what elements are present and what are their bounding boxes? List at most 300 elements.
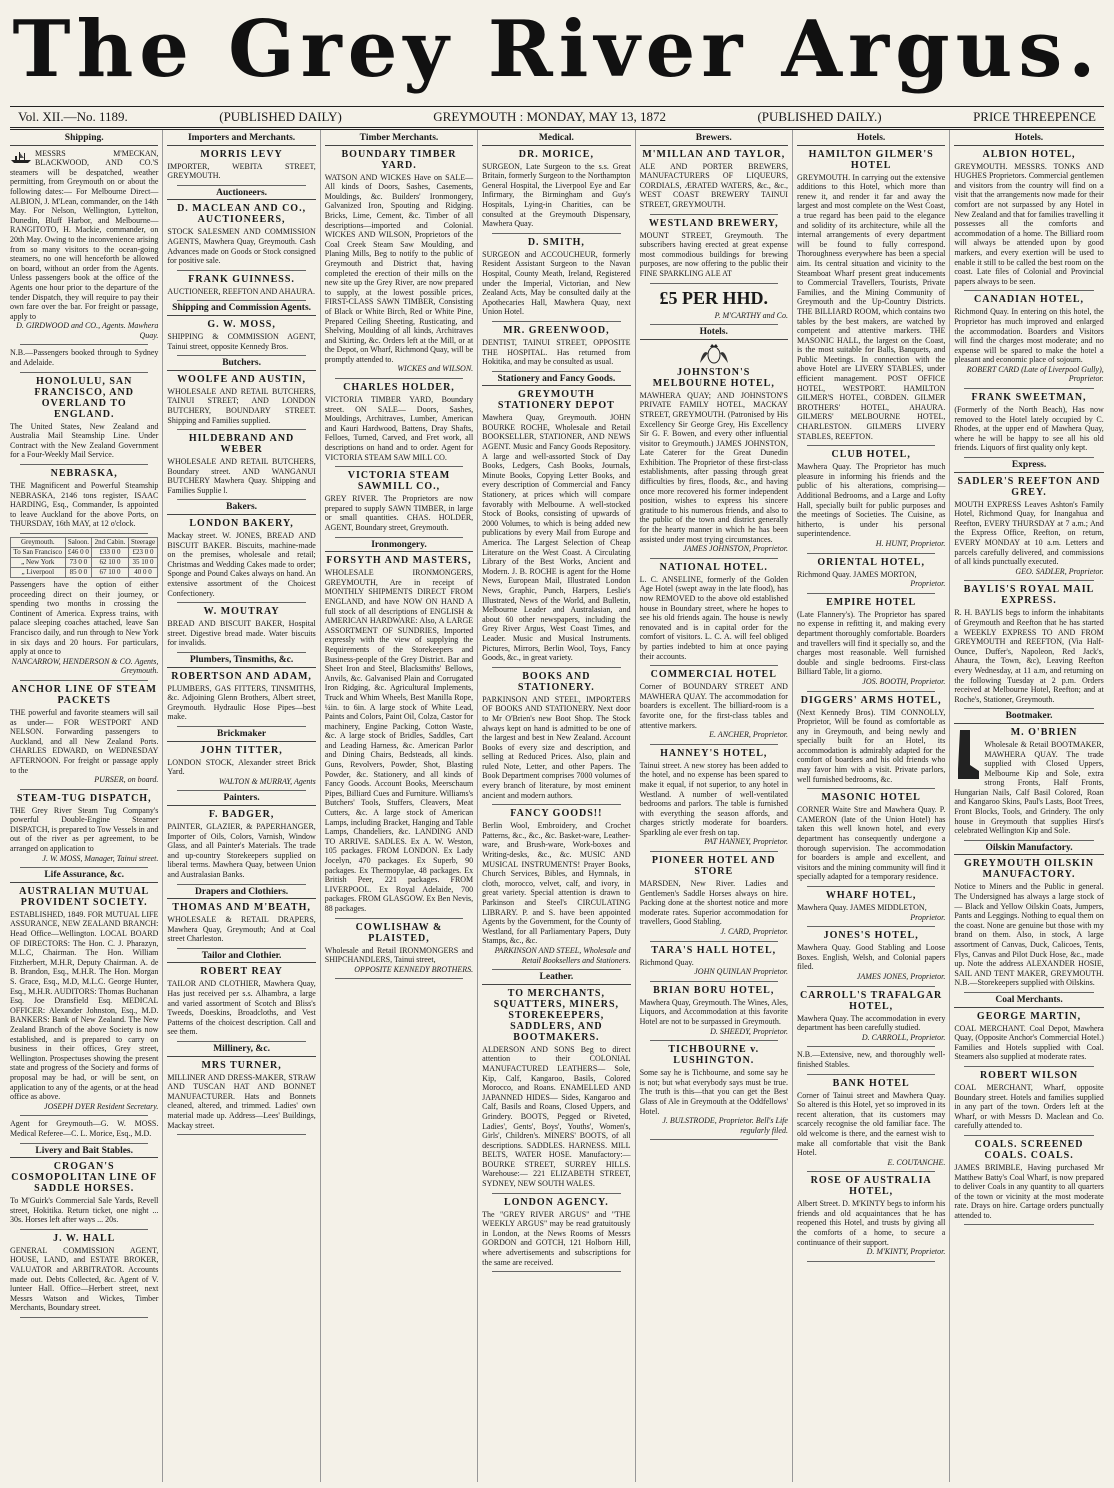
fares-table	[10, 537, 158, 578]
advertisement-body: PARKINSON AND STEEL, IMPORTERS OF BOOKS AND STATIONERY. Next door to Mr O'Brien's new Boot Shop. The Stock always kept on hand is admitted to be one of the largest and best in New Zealand. Account Books of every size and description, and selling at Reduced Prices. Also, plain and ruled Note, Letter, and other Papers. The Book Department comprises 7000 volumes of every branch of literature, by most eminent ancient and modern authors.	[482, 694, 631, 800]
section-heading: Plumbers, Tinsmiths, &c.	[167, 656, 315, 668]
advertisement	[640, 149, 788, 210]
advertisement-body: MARSDEN, New River. Ladies and Gentlemen's Saddle Horses always on hire. Packing done at the shortest notice and more moderate rates. Superior accommodation for travellers, Good Stabling.	[639, 879, 788, 927]
advertisement-body: Richmond Quay. JAMES MORTON,	[796, 569, 917, 579]
advertisement	[797, 792, 945, 882]
columns	[6, 130, 1108, 1482]
advertisement	[482, 808, 630, 965]
advertisement	[954, 1011, 1103, 1062]
advertisement	[167, 319, 315, 351]
divider	[177, 790, 305, 791]
advertisement-signature: D. SHEEDY, Proprietor.	[710, 1026, 788, 1036]
divider	[492, 667, 620, 668]
divider	[650, 1139, 778, 1140]
royal-crest-icon	[697, 343, 731, 365]
divider	[964, 290, 1093, 291]
advertisement	[10, 684, 158, 785]
advertisement-heading: DIGGERS' ARMS HOTEL,	[800, 694, 942, 706]
advertisement-body: MAWHERA QUAY; AND JOHNSTON'S PRIVATE FAMILY HOTEL, MACKAY STREET, GREYMOUTH. (Patronised by His Excellency Sir George Grey, His Excellency Sir G. F. Bowen, and every other influential visitor to Greymouth.) JAMES JOHNSTON, Late Caterer for the Great Dunedin Exhibition. The Proprietor of these first-class establishments, after passing through great difficulties by fires, floods, &c., and having once more recovered his former independent position, wishes to express his sincere gratitude to his numerous friends, and also to the public of the town and district generally for the hearty manner in which he has been assisted under most trying circumstances.	[639, 390, 788, 544]
advertisement-heading: FRANK GUINNESS.	[188, 273, 295, 285]
advertisement-heading: THOMAS AND M'BEATH,	[172, 902, 311, 914]
advertisement	[797, 1175, 945, 1257]
advertisement-body: THE powerful and favorite steamers will sail as under— FOR WESTPORT AND NELSON. Forwarding passengers to Auckland, and all New Zealand Ports. CHARLES EDWARD, on WEDNESDAY AFTERNOON. For freight or passage apply to the	[10, 707, 159, 775]
divider	[964, 992, 1093, 993]
advertisement	[167, 606, 315, 648]
advertisement-heading: MRS TURNER,	[201, 1059, 282, 1071]
advertisement-body: Tainui street. A new storey has been added to the hotel, and no expense has been spared to make it equal, if not superior, to any hotel in Westland. A number of well-ventilated bedrooms and parlors. The table is furnished with everything the season affords, and charges strictly moderate for boarders. Sparkling ale ever fresh on tap.	[639, 760, 788, 837]
advertisement-signature: JOS. BOOTH, Proprietor.	[862, 676, 946, 686]
advertisement-heading: FRANK SWEETMAN,	[971, 392, 1087, 404]
advertisement-heading: G. W. MOSS,	[207, 318, 276, 330]
section-heading: Coal Merchants.	[954, 996, 1103, 1008]
divider	[650, 981, 778, 982]
advertisement-body: Corner of BOUNDARY STREET AND MAWHERA QUAY. The accommodation for boarders is excellent. The billiard-room is a favorite one, for the first-class tables and attentive markers.	[639, 682, 788, 730]
advertisement-heading: CANADIAN HOTEL,	[974, 294, 1085, 306]
fares-cell: „ New York	[11, 558, 66, 568]
advertisement-heading: BOUNDARY TIMBER YARD.	[341, 148, 457, 171]
advertisement-signature: OPPOSITE KENNEDY BROTHERS.	[354, 964, 474, 974]
advertisement-heading: MORRIS LEVY	[200, 148, 283, 160]
advertisement-heading: WOOLFE AND AUSTIN,	[177, 373, 307, 385]
divider	[807, 593, 935, 594]
advertisement	[167, 745, 315, 787]
divider	[177, 1041, 305, 1042]
advertisement	[640, 311, 788, 321]
advertisement-heading: WHARF HOTEL,	[825, 890, 917, 901]
advertisement-body: ESTABLISHED, 1849. FOR MUTUAL LIFE ASSURANCE, NEW ZEALAND BRANCH: Head Office—Wellington. LOCAL BOARD OF DIRECTORS: The Hon. C. J. Pharazyn, M.L.C, Chairman. The Hon. William Fitzherbert, M.H.R, Deputy Chairman. A. de B. Brandon, Esq., M.H.R. The Hon. Morgan S. Grace, Esq., M.D, M.L.C. George Hunter, Esq., M.H.R. AUDITORS: Thomas Buchanan Esq. Joe Dransfield Esq. MEDICAL OFFICER: Alexander Johnston, Esq., M.D. BANKERS: Bank of New Zealand. The New Zealand Branch of the above Society is now established, and is prepared to carry on business in their offices, Grey street, Wellington. Prospectuses showing the present state and progress of the Society and forms of proposal may be had, or will be sent, on application to any of the agents, or at the head office as above.	[10, 909, 159, 1102]
section-heading: Drapers and Clothiers.	[167, 888, 315, 900]
advertisement-heading: D. MACLEAN AND CO., AUCTIONEERS,	[177, 203, 307, 226]
advertisement-signature: JAMES JOHNSTON, Proprietor.	[683, 544, 788, 554]
advertisement	[954, 727, 1103, 836]
advertisement-heading: TARA'S HALL HOTEL,	[651, 944, 777, 956]
advertisement-body: Mackay street. W. JONES, BREAD AND BISCUIT BAKER. Biscuits, machine-made on the premises, wholesale and retail; Christmas and Wedding Cakes made to order; Sponge and Pound Cakes always on hand. An extensive assortment of the Choicest Confectionery.	[167, 531, 316, 598]
advertisement-body: WHOLESALE & RETAIL DRAPERS, Mawhera Quay, Greymouth; And at Coal street Charleston.	[167, 915, 316, 944]
divider	[177, 948, 305, 949]
section-heading: Hotels.	[797, 134, 945, 146]
advertisement-body: PLUMBERS, GAS FITTERS, TINSMITHS, &c. Adjoining Glenn Brothers, Albert street, Greymouth. Hydraulic Hose Pipes—best make.	[167, 683, 316, 722]
advertisement-body: (Late Flannery's). The Proprietor has spared no expense in refitting it, and making every department thoroughly comfortable. Boarders and travellers will find it specially so, and the charges most reasonable. Well furnished double and single bedrooms. First-class Billiard Table, lit a giorno.	[796, 609, 946, 677]
advertisement-body: Notice to Miners and the Public in general. The Undersigned has always a large stock of— Black and Yellow Oilskin Coats, Jumpers, Pants and Leggings. Nothing to equal them on the coast. None are genuine but those with my brand on them. Also, in stock, A large assortment of Canvas, Duck, Calicoes, Tents, Flys, Canvas and Pilot Duck Hose, &c., made up. Note the address ALEXANDER HOSIE, SAIL AND TENT MAKER, GREYMOUTH. N.B.—Storekeepers supplied with Oilskins.	[954, 882, 1104, 988]
advertisement-body: JAMES BRIMBLE, Having purchased Mr Matthew Batty's Coal Wharf, is now prepared to deliver Coals in any quantity to all quarters of the town or vicinity at the most moderate rate. Drays on hire. Cartage orders punctually attended to.	[954, 1162, 1104, 1220]
divider	[807, 986, 935, 987]
advertisement-heading: ANCHOR LINE OF STEAM PACKETS	[11, 683, 157, 706]
advertisement-body: GREYMOUTH. In carrying out the extensive additions to this Hotel, which more than renew it, and render it far and away the largest and most complete on the West Coast, a true regard has been paid to the elegance and solidity of its architecture, while all the internal arrangements of every department will be found to fully correspond. Thoroughness everywhere has been a special aim. Its central situation and vicinity to the Steamboat Wharf present great inducements to Commercial Travellers, Tourists, Private Families, and the Mining Community of Greymouth and the Up-Country Districts. THE BILLIARD ROOM, which contains two tables by the best makers, are watched by competent and attentive markers. THE MASONIC HALL, the largest on the Coast, is the most suitable for Balls, Banquets, and Public Meetings. In connection with the above Hotel are LIVERY STABLES, under efficient management. POST OFFICE HOTEL, WESTPORT. HAMILTON GILMER'S HOTEL, COBDEN. GILMER BROTHERS' HOTEL, AHAURA. GILMERS' MELBOURNE HOTEL, CHARLESTON. GILMERS LIVERY STABLES, REEFTON.	[796, 172, 946, 441]
divider	[20, 533, 148, 534]
advertisement-signature: E. ANCHER, Proprietor.	[709, 730, 788, 740]
advertisement	[167, 274, 315, 297]
newspaper-title: The Grey River Argus.	[12, 4, 1102, 95]
advertisement	[797, 449, 945, 548]
column-1	[6, 130, 163, 1482]
divider	[177, 884, 305, 885]
divider	[650, 941, 778, 942]
table-row	[11, 548, 158, 558]
section-heading: Brewers.	[640, 134, 788, 146]
advertisement-heading: COWLISHAW & PLAISTED,	[355, 921, 443, 944]
divider	[807, 886, 935, 887]
advertisement-heading: COALS. SCREENED COALS. COALS.	[974, 1138, 1084, 1161]
place-and-date: GREYMOUTH : MONDAY, MAY 13, 1872	[433, 109, 666, 124]
divider	[650, 324, 778, 325]
section-heading: Leather.	[482, 973, 630, 985]
advertisement-heading: CARROLL'S TRAFALGAR HOTEL,	[800, 989, 943, 1012]
divider	[20, 1317, 148, 1318]
divider	[335, 537, 463, 538]
divider	[20, 1115, 148, 1116]
advertisement	[640, 945, 788, 977]
advertisement-signature: H. HUNT, Proprietor.	[875, 538, 946, 548]
column-2	[163, 130, 320, 1482]
advertisement	[797, 890, 945, 922]
advertisement-signature: J. BULSTRODE, Proprietor. Bell's Life regularly filed.	[662, 1116, 788, 1135]
divider	[177, 270, 305, 271]
advertisement-body: (Formerly of the North Beach), Has now removed to the Hotel lately occupied by C. Rhodes, at the upper end of Mawhera Quay, where he will be happy to see all his old friends. Liquors of first quality only kept.	[954, 405, 1104, 453]
table-row	[11, 558, 158, 568]
section-heading: Life Assurance, &c.	[10, 871, 158, 883]
divider	[177, 602, 305, 603]
fares-header: Saloon.	[65, 538, 92, 548]
advertisement-signature: E. COUTANCHE.	[887, 1157, 946, 1167]
advertisement	[325, 382, 473, 462]
advertisement-body: STOCK SALESMEN AND COMMISSION AGENTS, Mawhera Quay, Greymouth. Cash Advances made on Goods or Stock consigned for positive sale.	[167, 227, 316, 266]
fares-cell: 40 0 0	[128, 568, 158, 578]
divider	[807, 553, 935, 554]
section-heading: Timber Merchants.	[325, 134, 473, 146]
advertisement-heading: ROSE OF AUSTRALIA HOTEL,	[810, 1175, 932, 1198]
fares-cell: 35 10 0	[128, 558, 158, 568]
advertisement	[954, 294, 1103, 384]
advertisement-signature: JOHN QUINLAN Proprietor.	[694, 967, 788, 977]
section-heading: Hotels.	[640, 328, 788, 340]
published-daily-right: (PUBLISHED DAILY.)	[757, 109, 882, 124]
advertisement-heading: ORIENTAL HOTEL,	[817, 556, 925, 568]
advertisement-heading: CLUB HOTEL,	[831, 449, 911, 461]
column-3	[321, 130, 478, 1482]
advertisement-heading: GREYMOUTH STATIONERY DEPOT	[497, 389, 615, 412]
divider	[964, 1135, 1093, 1136]
advertisement	[10, 886, 158, 1111]
fares-header: Steerage	[128, 538, 158, 548]
advertisement-body: Richmond Quay.	[639, 957, 694, 967]
advertisement-body: BREAD AND BISCUIT BAKER, Hospital street. Digestive bread made. Water biscuits for invalids.	[167, 619, 316, 648]
advertisement-heading: GEORGE MARTIN,	[976, 1010, 1082, 1022]
advertisement	[482, 1197, 630, 1268]
advertisement	[325, 149, 473, 374]
section-heading: Painters.	[167, 794, 315, 806]
advertisement-body: Corner of Tainui street and Mawhera Quay. So altered is this Hotel, yet so improved in its recent alteration, that its customers may scarcely recognise the old familiar face. The old welcome is there, and the earnest wish to make all comfortable that visit the Bank Hotel.	[796, 1090, 946, 1158]
advertisement	[167, 809, 315, 880]
divider	[807, 1074, 935, 1075]
advertisement-heading: M. O'BRIEN	[1010, 726, 1078, 738]
advertisement-heading: GREYMOUTH OILSKIN MANUFACTORY.	[964, 858, 1095, 881]
advertisement	[954, 392, 1103, 453]
advertisement-body: MESSRS M'MECKAN, BLACKWOOD, AND CO.'S steamers will be despatched, weather permitting, from Greymouth on or about the following dates:— For Melbourne Direct— ALBION, J. M'Lean, commander, on the 14th May. For Nelson, Wellington, Lyttelton, Dunedin, Bluff Harbor, and Melbourne— RANGITOTO, H. Mackie, commander, on 20th May. Owing to the inconvenience arising from so many visitors to the ocean-going steamers, no one will henceforth be allowed on board, without an order from the Agents. Unless passengers book at the office of the Agents one hour prior to the departure of the tender Dispatch, they will require to pay their own fare over the bar. For freight or passage, apply to	[10, 148, 159, 321]
advertisement-signature: JAMES JONES, Proprietor.	[856, 971, 946, 981]
advertisement-signature: Proprietor.	[910, 579, 946, 589]
advertisement-signature: D. M'KINTY, Proprietor.	[866, 1247, 946, 1257]
divider	[964, 580, 1093, 581]
divider	[20, 344, 148, 345]
advertisement-heading: HONOLULU, SAN FRANCISCO, AND OVERLAND TO ENGLAND.	[34, 375, 134, 420]
advertisement-heading: COMMERCIAL HOTEL	[650, 669, 777, 681]
divider	[964, 388, 1093, 389]
advertisement-body: SHIPPING & COMMISSION AGENT, Tainui street, opposite Kennedy Bros.	[167, 331, 316, 351]
divider	[492, 1193, 620, 1194]
advertisement	[167, 149, 315, 181]
advertisement-body: Mawhera Quay, Greymouth. The Wines, Ales, Liquors, and Accommodation at this favorite Hotel are not to be surpassed in Greymouth.	[639, 997, 788, 1026]
advertisement	[167, 966, 315, 1037]
advertisement	[482, 325, 630, 367]
advertisement-heading: CROGAN'S COSMOPOLITAN LINE OF SADDLE HORSES.	[11, 1161, 158, 1195]
section-heading: Shipping and Commission Agents.	[167, 304, 315, 316]
advertisement-heading: D. SMITH,	[527, 236, 585, 248]
advertisement-body: DENTIST, TAINUI STREET, OPPOSITE THE HOSPITAL. Has returned from Hokitika, and may be consulted as usual.	[482, 337, 631, 367]
advertisement	[482, 671, 630, 801]
advertisement	[10, 793, 158, 864]
advertisement-signature: PARKINSON AND STEEL, Wholesale and Retail Booksellers and Stationers.	[494, 945, 631, 965]
advertisement-body: MOUNT STREET, Greymouth. The subscribers having erected at great expense most commodious buildings for brewing purposes, are now offering to the public their FINE SPARKLING ALE AT	[639, 230, 788, 278]
advertisement	[954, 1139, 1103, 1221]
column-6	[793, 130, 950, 1482]
fares-header: Greymouth.	[11, 538, 66, 548]
section-heading: Auctioneers.	[167, 189, 315, 201]
advertisement-body: AUCTIONEER, REEFTON AND AHAURA.	[167, 286, 316, 296]
advertisement	[797, 990, 945, 1043]
advertisement	[325, 922, 473, 975]
advertisement-body: The United States, New Zealand and Australia Mail Steamship Line. Under Contract with the New Zealand Government for a Four-Weekly Mail Service.	[10, 421, 159, 460]
divider	[492, 321, 620, 322]
price-banner: £5 PER HHD.	[659, 287, 769, 308]
advertisement-body: WHOLESALE AND RETAIL BUTCHERS, TAINUI STREET; AND LONDON BUTCHERY, BOUNDARY STREET. Shipping and Families supplied.	[167, 386, 316, 425]
advertisement	[954, 149, 1103, 287]
advertisement-body: ALE AND PORTER BREWERS, MANUFACTURERS OF LIQUEURS, CORDIALS, ÆRATED WATERS, &c., &c., WEST COAST BREWERY TAINUI STREET, GREYMOUTH.	[639, 161, 788, 209]
section-heading: Oilskin Manufactory.	[954, 844, 1103, 856]
volume-number: Vol. XII.—No. 1189.	[18, 109, 128, 124]
advertisement-body: Wholesale & Retail BOOTMAKER, MAWHERA QUAY. The trade supplied with Closed Uppers, Melbourne Kip and Sole, extra strong Fronts, Half Fronts, Hungarian Nails, Calf Basil Colored, Roan and Kangaroo Skins, Paul's Lasts, Boot Trees, Front Blocks, Tools, and Grindery. The only house in Greymouth that supplies Hirst's celebrated Wellington Kip and Sole.	[954, 739, 1104, 836]
divider	[335, 378, 463, 379]
divider	[807, 1046, 935, 1047]
advertisement-body: GENERAL COMMISSION AGENT, HOUSE, LAND, and ESTATE BROKER, VALUATOR and ARBITRATOR. Accounts made out. Debts Collected, &c. Agent of V. lunteer Hall. Office—Herbert street, next Messrs Watson and Wickes, Timber Merchants, Boundary street.	[10, 1245, 159, 1313]
divider	[807, 926, 935, 927]
section-heading: Express.	[954, 461, 1103, 473]
divider	[964, 840, 1093, 841]
advertisement-body: COAL MERCHANT. Coal Depot, Mawhera Quay, (Opposite Anchor's Commercial Hotel.) Families and Hotels supplied with Coal. Steamers also supplied at moderate rates.	[954, 1023, 1104, 1062]
advertisement-heading: SADLER'S REEFTON AND GREY.	[957, 475, 1101, 498]
advertisement-heading: HANNEY'S HOTEL,	[660, 747, 768, 759]
advertisement-body: Some say he is Tichbourne, and some say he is not; but what everybody says must be true. The truth is this—that you can get the Best Glass of Ale in Greymouth at the Oddfellows' Hotel.	[639, 1068, 788, 1116]
advertisement-signature: NANCARROW, HENDERSON & CO. Agents, Greymouth.	[11, 656, 159, 676]
advertisement-signature: GEO. SADLER, Proprietor.	[1015, 566, 1104, 576]
section-heading: Brickmaker	[167, 730, 315, 742]
advertisement-signature: J. W. MOSS, Manager, Tainui street.	[42, 853, 159, 863]
advertisement-heading: MR. GREENWOOD,	[503, 324, 610, 336]
section-heading: Importers and Merchants.	[167, 134, 315, 146]
advertisement	[954, 476, 1103, 577]
advertisement	[167, 1060, 315, 1131]
advertisement-heading: HAMILTON GILMER'S HOTEL	[808, 148, 934, 171]
advertisement-body: GREY RIVER. The Proprietors are now prepared to supply SAWN TIMBER, in large or small quantities. CHAS. HOLDER, AGENT, Boundary street, Greymouth.	[324, 494, 474, 532]
advertisement	[167, 671, 315, 722]
advertisement	[797, 1078, 945, 1168]
divider	[964, 708, 1093, 709]
divider	[177, 726, 305, 727]
section-heading: Stationery and Fancy Goods.	[482, 375, 630, 387]
divider	[492, 804, 620, 805]
advertisement-heading: MASONIC HOTEL	[821, 792, 921, 804]
section-heading: Shipping.	[10, 134, 158, 146]
divider	[492, 371, 620, 372]
fares-cell: To San Francisco	[11, 548, 66, 558]
advertisement-body: PAINTER, GLAZIER, & PAPERHANGER, Importer of Oils, Colors, Varnish, Window Glass, and all Painter's Materials. The trade and up-country Storekeepers supplied on liberal terms. Mawhera Quay, between Union and Australasian Banks.	[167, 821, 316, 879]
advertisement-heading: BOOKS AND STATIONERY.	[517, 670, 595, 693]
advertisement-heading: JOHNSTON'S MELBOURNE HOTEL,	[652, 366, 775, 389]
advertisement-body: Richmond Quay. In entering on this hotel, the Proprietor has much improved and enlarged the accommodation. Boarders and Visitors will find the charges most moderate; and no expense will be spared to make the hotel a pleasant and economic place of sojourn.	[954, 307, 1104, 365]
advertisement-heading: BAYLIS'S ROYAL MAIL EXPRESS.	[963, 584, 1095, 607]
divider	[807, 1261, 935, 1262]
advertisement-body: Passengers have the option of either proceeding direct on their journey, or spending two months in crossing the Continent of America. Express trains, with palace sleeping coaches attached, leave San Francisco daily, and run through to New York in six days and 20 hours. For particulars, apply at once to	[10, 580, 159, 657]
advertisement-body: SURGEON, Late Surgeon to the s.s. Great Britain, formerly Surgeon to the Northampton General Hospital, the Liverpool Eye and Ear Infirmary, the Birmingham and Guy's Hospitals, Lying-in Charities, can be consulted at the Greymouth Dispensary, Mawhera Quay.	[482, 161, 631, 229]
boot-icon	[954, 729, 980, 781]
advertisement	[10, 468, 158, 529]
advertisement-body: Wholesale and Retail IRONMONGERS and SHIPCHANDLERS, Tainui street,	[324, 945, 474, 965]
advertisement-body: ALDERSON AND SONS Beg to direct attention to their COLONIAL MANUFACTURED LEATHERS— Sole, Kip, Calf, Kangaroo, Basils, Colored Morocco, and Roans. ENAMELLED AND JAPANNED HIDES— Sides, Kangaroo and Calf, Basils and Roans, Closed Uppers, and Grindery. BOOTS, Pegged or Riveted, Ladies', Gents', Boys', Youths', Women's, Girls', Children's. MINERS' BOOTS, of all descriptions. SADDLES. HARNESS. MILL BELTS, WATER HOSE. Manufactory:— BOURKE STREET, SURREY HILLS. Warehouse:— 221 ELIZABETH STREET, SYDNEY, NEW SOUTH WALES.	[482, 1044, 631, 1189]
advertisement-body: The "GREY RIVER ARGUS" and "THE WEEKLY ARGUS" may be read gratuitously in London, at the News Rooms of Messrs GORDON and GOTCH, 121 Holborn Hill, where advertisements and subscriptions for the same are received.	[482, 1209, 631, 1267]
divider	[177, 652, 305, 653]
advertisement-body: To M'Guirk's Commercial Sale Yards, Revell street, Hokitika. Return ticket, one night ... 30s. Horses left after ways ... 20s.	[10, 1196, 159, 1225]
advertisement-body: Agent for Greymouth—G. W. MOSS. Medical Referee—C. L. Morice, Esq., M.D.	[10, 1119, 159, 1138]
advertisement	[482, 389, 630, 662]
table-row	[11, 568, 158, 578]
advertisement-body: Albert Street. D. M'KINTY begs to inform his friends and old acquaintances that he has reopened this Hotel, and trusts by giving all the comforts of a home, to secure a continuance of their support.	[796, 1199, 946, 1247]
advertisement-signature: WALTON & MURRAY, Agents	[218, 776, 316, 786]
advertisement-heading: BANK HOTEL	[832, 1077, 910, 1089]
advertisement-body: COAL MERCHANT, Wharf, opposite Boundary street. Hotels and families supplied in any part of the town. Orders left at the Wharf, or with Messrs D. Maclean and Co. carefully attended to.	[954, 1082, 1104, 1131]
section-heading: Livery and Bait Stables.	[10, 1147, 158, 1159]
divider	[335, 918, 463, 919]
advertisement	[167, 902, 315, 944]
advertisement	[797, 695, 945, 785]
section-heading: Ironmongery.	[325, 541, 473, 553]
advertisement-body: THE Grey River Steam Tug Company's powerful Double-Engine Steamer DISPATCH, is prepared to Tow Vessels in and out of the river as per agreement, to be arranged on application to	[10, 805, 159, 854]
divider	[964, 1066, 1093, 1067]
section-heading: Butchers.	[167, 359, 315, 371]
divider	[650, 665, 778, 666]
advertisement	[482, 149, 630, 229]
fares-cell: £33 0 0	[92, 548, 128, 558]
divider	[964, 457, 1093, 458]
divider	[650, 744, 778, 745]
advertisement-heading: W. MOUTRAY	[203, 606, 280, 618]
advertisement-signature: JOSEPH DYER Resident Secretary.	[44, 1101, 159, 1111]
divider	[177, 1134, 305, 1135]
advertisement	[167, 374, 315, 425]
advertisement	[640, 855, 788, 937]
divider	[492, 233, 620, 234]
divider	[650, 558, 778, 559]
advertisement-signature: PAT HANNEY, Proprietor.	[704, 837, 788, 847]
fares-cell: £23 0 0	[128, 548, 158, 558]
advertisement-heading: ROBERT REAY	[200, 966, 283, 978]
advertisement-heading: FORSYTH AND MASTERS,	[326, 555, 472, 567]
advertisement-heading: LONDON AGENCY.	[503, 1196, 609, 1208]
advertisement-heading: NATIONAL HOTEL.	[659, 561, 768, 573]
advertisement	[10, 376, 158, 460]
advertisement-heading: TICHBOURNE v. LUSHINGTON.	[668, 1044, 760, 1067]
advertisement	[797, 1050, 945, 1069]
advertisement-heading: LONDON BAKERY,	[189, 518, 294, 530]
advertisement	[954, 858, 1103, 988]
fares-cell: 62 10 0	[92, 558, 128, 568]
divider	[650, 851, 778, 852]
advertisement-heading: CHARLES HOLDER,	[343, 382, 455, 394]
advertisement-heading: WESTLAND BREWERY,	[648, 217, 779, 229]
section-heading: Tailor and Clothier.	[167, 952, 315, 964]
section-heading: Hotels.	[954, 134, 1103, 146]
divider	[807, 691, 935, 692]
price: PRICE THREEPENCE	[973, 109, 1096, 124]
advertisement-heading: ALBION HOTEL,	[982, 148, 1076, 160]
advertisement	[640, 669, 788, 740]
column-7	[950, 130, 1107, 1482]
advertisement-heading: AUSTRALIAN MUTUAL PROVIDENT SOCIETY.	[19, 885, 150, 908]
section-heading: Medical.	[482, 134, 630, 146]
column-4	[478, 130, 635, 1482]
dateline	[10, 106, 1104, 130]
divider	[177, 185, 305, 186]
divider	[807, 1171, 935, 1172]
advertisement-body: Mawhera Quay. Good Stabling and Loose Boxes. English, Welsh, and Colonial papers filed.	[796, 943, 946, 972]
fares-header: 2nd Cabin.	[92, 538, 128, 548]
divider	[20, 867, 148, 868]
advertisement-body: Mawhera Quay, Greymouth. JOHN BOURKE ROCHE, Wholesale and Retail BOOKSELLER, STATIONER, AND NEWS AGENT. Music and Fancy Goods Repository. A large and well-assorted Stock of Day Books, Ledgers, Cash Books, Journals, Minute Books, Copying Letter Books, and every description of Commercial and Fancy Stationery, at prices which will compare favorably with Melbourne. A well-stocked Stock of Books, consisting of upwards of 2000 Volumes, to which is being added new publications by every Mail from Europe and America. The Largest Selection of Cheap Literature on the West Coast. A Circulating Library of the Best Works, Ancient and Modern. J. B. ROCHE is agent for the Home News, European Mail, Illustrated London News, Graphic, Punch, Harpers, Leslie's Illustrated, News of the World, and Bulletin, Melbourne Leader and Australasian, and about 60 other newspapers, including the Grey River Argus, West Coast Times, and Leader. Music and Musical Instruments. Pictures, Mirrors, Berlin Wool, Toys, Fancy Goods, &c., in great variety.	[482, 413, 631, 663]
advertisement-body: GREYMOUTH. MESSRS. TONKS AND HUGHES Proprietors. Commercial gentlemen and visitors from the country will find on a visit that the arrangements now made for their comfort are not surpassed by any Hotel in New Zealand and that for families travelling it possesses all the comforts and accommodation of a home. The Billiard room will always be attended upon by good markers, and every exertion will be used to enable it still to be called the best room on the coast. Late files of Colonial and Provincial papers always to be seen.	[954, 161, 1104, 286]
divider	[492, 1271, 620, 1272]
advertisement-heading: PIONEER HOTEL AND STORE	[651, 855, 776, 878]
divider	[807, 445, 935, 446]
advertisement-heading: VICTORIA STEAM SAWMILL CO.,	[347, 470, 451, 493]
advertisement-signature: PURSER, on board.	[94, 775, 159, 785]
advertisement-signature: D. CARROLL, Proprietor.	[861, 1032, 946, 1042]
advertisement	[167, 433, 315, 495]
section-heading: Bootmaker.	[954, 712, 1103, 724]
advertisement-body: R. H. BAYLIS begs to inform the inhabitants of Greymouth and Reefton that he has started a WEEKLY EXPRESS TO AND FROM GREYMOUTH and REEFTON, (Via Half-Ounce, Duffer's, Napoleon, Red Jack's, Ahaura, the Town, &c), Leaving Reefton every Wednesday, at 11 a.m, and returning on the following Tuesday at 2 p.m. Orders received at Melbourne Hotel, Reefton; and at Roche's, Stationer, Greymouth.	[954, 608, 1104, 704]
advertisement-signature: P. M'CARTHY and Co.	[714, 310, 788, 320]
advertisement-heading: JOHN TITTER,	[200, 744, 283, 756]
advertisement-body: MILLINER AND DRESS-MAKER, STRAW AND TUSCAN HAT AND BONNET MANUFACTURER. Hats and Bonnets cleaned, altered, and trimmed. Ladies' own material made up. Address—Lees' Buildings, Mackay street.	[167, 1072, 316, 1130]
advertisement-body: Mawhera Quay. The Proprietor has much pleasure in informing his friends and the public of his alterations, comprising—Additional Bedrooms, and a Large and Lofty Hall, specially built for public purposes and the meetings of Societies. The Cuisine, as hitherto, is under his personal superintendence.	[796, 462, 946, 539]
advertisement-body: Berlin Wool, Embroidery, and Crochet Patterns, &c., &c., &c. Basket-ware, Leather-ware, and Brush-ware, Work-boxes and Writing-desks, &c., &c. MUSIC AND MUSICAL INSTRUMENTS! Prayer Books, Church Services, Bibles, and Hymnals, in cloth, morocco, velvet, calf, and ivory, in great variety. Special attention is drawn to Parkinson and Steel's CIRCULATING LIBRARY. P. and S. have been appointed Agents by the Government, for the County of Westland, for all Parliamentary Papers, Duty Stamps, &c., &c.	[482, 821, 631, 946]
advertisement-heading: TO MERCHANTS, SQUATTERS, MINERS, STOREKEEPERS, SADDLERS, AND BOOTMAKERS.	[493, 987, 620, 1043]
advertisement-heading: J. W. HALL	[53, 1232, 116, 1244]
advertisement-body: VICTORIA TIMBER YARD, Boundary street. ON SALE— Doors, Sashes, Mouldings, Architraves, Lumber, American and Kauri Hardwood, Battens, Dray Shafts, Felloes, Turned, Carved, and Fret work, all descriptions on hand and to order. Agent for VICTORIA STEAM SAW MILL CO.	[324, 395, 474, 462]
advertisement-heading: BRIAN BORU HOTEL,	[653, 984, 775, 996]
advertisement-body: N.B.—Extensive, new, and thoroughly well-finished Stables.	[796, 1050, 946, 1069]
advertisement	[10, 149, 158, 341]
advertisement-body: WHOLESALE IRONMONGERS, GREYMOUTH, Are in receipt of MONTHLY SHIPMENTS DIRECT FROM ENGLAND, and have NOW ON HAND A full stock of all descriptions of ENGLISH & AMERICAN HARDWARE: Also, A LARGE ASSORTMENT OF SUNDRIES, Imported expressly with the view of supplying the Requirements of the Storekeepers and Business-people of the Grey District. Bar and Sheet Iron and Steel, Blacksmiths' Bellows, Anvils, &c. Galvanised Plain and Corrugated Iron Ridging, &c. Agricultural Implements, Truck and Whim Wheels, Best Manilla Rope, ¼in. to 6in. A large stock of White Lead, Paints and Colors, Paint Oil, Colza, Castor for machinery, Engine Packing, Cotton Waste, &c. A large stock of Bridles, Saddles, Cart and Leading Harness, &c. American Parlor and Dining Chairs, Bedsteads, all kinds. Guns, Revolvers, Powder, Shot, Blasting Powder, &c. Stationery, and all kinds of Fancy Goods. Account Books, Meerschaum Pipes, Billiard Cues and Furniture. Williams's Butchers' Tools, Stuffers, Cleavers, Meat Cutters, &c. A large stock of American Lamps, including Bracket, Hanging and Table Lamps, Chandeliers, &c. LANDING AND TO ARRIVE. SADLES. Ex A. W. Weston, 105 packages. FROM LONDON. Ex Lady Jocelyn, 470 packages. Ex Superb, 90 packages. Ex Thermopylae, 48 packages. Ex British Peer, 221 packages. FROM LIVERPOOL. Ex Royal Adelaide, 700 packages. FROM GLASGOW. Ex Ben Nevis, 88 packages.	[324, 568, 474, 913]
divider	[177, 300, 305, 301]
advertisement-body: THE Magnificent and Powerful Steamship NEBRASKA, 2146 tons register, ISAAC HARDING, Esq., Commander, Is appointed to leave Auckland for the above Ports, on THURSDAY, 16th MAY, at 12 o'clock.	[10, 481, 159, 529]
advertisement	[325, 470, 473, 532]
advertisement-signature: Proprietor.	[910, 912, 946, 922]
advertisement-body: TAILOR AND CLOTHIER, Mawhera Quay, Has just received per s.s. Alhambra, a large and varied assortment of Scotch and Bliss's Tweeds, Doeskins, Broadcloths, and Vest Patterns of the choicest description. Call and see them.	[167, 979, 316, 1037]
divider	[335, 978, 463, 979]
advertisement-heading: F. BADGER,	[208, 808, 275, 820]
advertisement-heading: EMPIRE HOTEL	[826, 596, 917, 608]
advertisement-body: WHOLESALE AND RETAIL BUTCHERS, Boundary street. AND WANGANUI BUTCHERY Mawhera Quay. Shipping and Families Supplie l.	[167, 457, 316, 495]
advertisement	[325, 555, 473, 913]
advertisement	[10, 1119, 158, 1138]
